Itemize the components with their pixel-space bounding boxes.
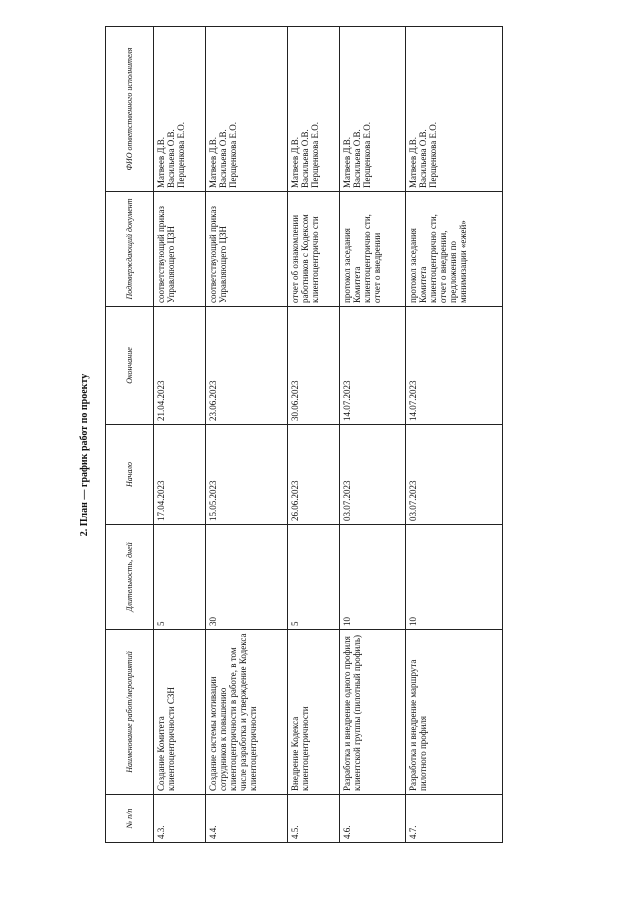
cell-name: Разработка и внедрение маршрута пилотного профиля [406, 630, 503, 795]
schedule-table-rotated [105, 27, 503, 843]
cell-start: 03.07.2023 [339, 425, 406, 525]
person-name: Перщенкова Е.О. [361, 121, 372, 188]
cell-num: 4.3. [154, 795, 206, 843]
cell-name: Создание Комитета клиентоцентричности СЗН [154, 630, 206, 795]
cell-num: 4.6. [339, 795, 406, 843]
cell-num: 4.5. [287, 795, 339, 843]
person-name: Матвеев Д.В. [341, 136, 352, 188]
cell-end: 14.07.2023 [339, 307, 406, 425]
table-row [339, 27, 406, 843]
cell-persons [154, 27, 206, 192]
schedule-table [105, 26, 503, 843]
cell-num: 4.4. [205, 795, 287, 843]
table-header-row [106, 27, 154, 843]
header-persons: ФИО ответственного исполнителя [106, 27, 154, 192]
cell-start: 03.07.2023 [406, 425, 503, 525]
person-name: Перщенкова Е.О. [309, 121, 320, 188]
table-row [406, 27, 503, 843]
cell-start: 15.05.2023 [205, 425, 287, 525]
cell-persons [205, 27, 287, 192]
header-start: Начало [106, 425, 154, 525]
header-name: Наименование работ/мероприятий [106, 630, 154, 795]
table-row [287, 27, 339, 843]
cell-end: 23.06.2023 [205, 307, 287, 425]
cell-name: Внедрение Кодекса клиентоцентричности [287, 630, 339, 795]
schedule-table-container [105, 27, 503, 843]
person-name: Перщенкова Е.О. [227, 121, 238, 188]
person-name: Матвеев Д.В. [156, 136, 166, 188]
cell-document: протокол заседания Комитета клиентоцентрично сти, отчет о внедрении, предложения по минимизации «ежей» [406, 192, 503, 307]
header-num: № п/п [106, 795, 154, 843]
cell-duration: 10 [406, 525, 503, 630]
table-row [205, 27, 287, 843]
person-name: Васильева О.В. [217, 129, 228, 188]
cell-duration: 5 [154, 525, 206, 630]
person-name: Перщенкова Е.О. [428, 121, 439, 188]
cell-document: соответствующий приказ Управляющего ЦЗН [154, 192, 206, 307]
person-name: Матвеев Д.В. [289, 136, 300, 188]
cell-end: 30.06.2023 [287, 307, 339, 425]
person-name: Васильева О.В. [351, 129, 362, 188]
cell-start: 17.04.2023 [154, 425, 206, 525]
table-row [154, 27, 206, 843]
header-end: Окончание [106, 307, 154, 425]
person-name: Васильева О.В. [418, 129, 429, 188]
person-name: Перщенкова Е.О. [176, 121, 186, 188]
cell-persons [339, 27, 406, 192]
section-heading: 2. План — график работ по проекту [79, 373, 90, 537]
cell-document: соответствующий приказ Управляющего ЦЗН [205, 192, 287, 307]
cell-num: 4.7. [406, 795, 503, 843]
cell-end: 14.07.2023 [406, 307, 503, 425]
cell-name: Создание системы мотивации сотрудников к повышению клиентоцентричности в работе, в том числе разработка и утверждение Кодекса клиентоцентричности [205, 630, 287, 795]
cell-name: Разработка и внедрение одного профиля клиентской группы (пилотный профиль) [339, 630, 406, 795]
cell-document: протокол заседания Комитета клиентоцентрично сти, отчет о внедрении [339, 192, 406, 307]
cell-persons [406, 27, 503, 192]
cell-start: 26.06.2023 [287, 425, 339, 525]
person-name: Матвеев Д.В. [207, 136, 218, 188]
person-name: Васильева О.В. [299, 129, 310, 188]
cell-duration: 30 [205, 525, 287, 630]
person-name: Матвеев Д.В. [408, 136, 419, 188]
cell-persons [287, 27, 339, 192]
cell-duration: 5 [287, 525, 339, 630]
cell-duration: 10 [339, 525, 406, 630]
header-duration: Длительность, дней [106, 525, 154, 630]
cell-document: отчет об ознакомлении работников с Кодексом клиентоцентрично сти [287, 192, 339, 307]
person-name: Васильева О.В. [166, 129, 176, 188]
cell-end: 21.04.2023 [154, 307, 206, 425]
header-document: Подтверждающий документ [106, 192, 154, 307]
